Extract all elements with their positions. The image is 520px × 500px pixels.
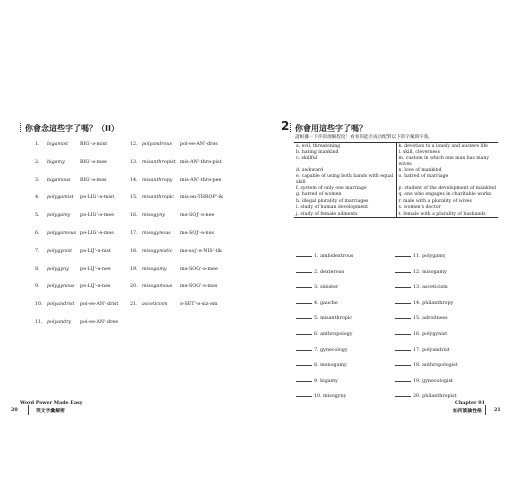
answer-blank[interactable] (296, 256, 312, 257)
right-section-marker (290, 123, 293, 132)
definition-left: a. evil, threatening (294, 143, 396, 150)
right-footer-divider (485, 405, 486, 415)
definition-left: e. capable of using both hands with equal skill (294, 174, 396, 186)
table-row (294, 211, 498, 218)
right-section-number: 2 (281, 119, 290, 133)
right-footer-chapter: Chapter 01 (455, 400, 485, 406)
answer-blank[interactable] (296, 287, 312, 288)
left-section-marker (20, 123, 23, 132)
left-section-title: 你會念這些字了嗎？（II） (25, 124, 119, 133)
matching-item (296, 301, 338, 306)
answer-blank[interactable] (395, 287, 411, 288)
right-footer-cn: 如何談論性格 (453, 408, 482, 414)
matching-term: 20. philanthropist (413, 394, 457, 400)
matching-item (296, 379, 338, 384)
vocab-word: polygamous (47, 231, 77, 236)
definition-left: d. awkward (294, 167, 396, 173)
pronunciation: BIG'-ə-məs (80, 177, 107, 183)
matching-term: 12. misogamy (413, 269, 447, 275)
matching-term: 11. polygamy (413, 254, 446, 259)
matching-term: 5. misanthropic (314, 316, 353, 322)
word-number: 17. (130, 231, 138, 236)
matching-term: 15. adroitness (413, 316, 448, 322)
word-number: 10. (35, 302, 43, 308)
answer-blank[interactable] (395, 350, 411, 351)
pronunciation: mə-SOJ'-ə-nəs (180, 231, 214, 236)
pronunciation: mə-soj'-ə-NIS'-tik (180, 248, 222, 254)
vocab-word: misanthropist (142, 159, 176, 165)
vocab-word: misogynous (142, 231, 171, 236)
answer-blank[interactable] (395, 334, 411, 335)
vocab-word: bigamy (47, 159, 65, 165)
pronunciation: pə-LIJ'-ə-nist (80, 248, 111, 254)
word-number: 3. (35, 177, 40, 183)
answer-blank[interactable] (296, 272, 312, 273)
right-section-title: 你會用這些字了嗎？ (295, 124, 367, 133)
matching-item (395, 285, 448, 290)
answer-blank[interactable] (395, 303, 411, 304)
matching-term: 19. gynecologist (413, 378, 453, 384)
pronunciation: BIG'-ə-mist (80, 142, 108, 147)
definition-right: k. devotion to a lonely and austere life (398, 143, 488, 149)
matching-item (395, 348, 450, 353)
vocab-word: misogamous (142, 284, 173, 290)
vocab-word: asceticism (142, 302, 168, 308)
pronunciation: mis-AN'-thrə-pee (180, 177, 222, 183)
word-number: 5. (35, 213, 40, 219)
definition-left: f. system of only one marriage (294, 185, 396, 191)
pronunciation: mə-SOG'-ə-məs (180, 284, 218, 290)
matching-term: 6. anthropology (314, 332, 353, 337)
word-number: 6. (35, 231, 40, 236)
pronunciation: mis-AN'-thrə-pist (180, 159, 222, 165)
vocab-word: misogamy (142, 266, 167, 272)
pronunciation: pə-LIJ'-ə-nee (80, 266, 111, 272)
word-number: 11. (35, 320, 43, 325)
answer-blank[interactable] (296, 381, 312, 382)
vocab-word: misanthropy (142, 177, 173, 183)
word-number: 2. (35, 159, 40, 165)
definition-right: s. women's doctor (398, 205, 441, 211)
matching-term: 18. anthropologist (413, 363, 458, 369)
matching-term: 3. sinister (314, 285, 339, 291)
matching-term: 13. asceticism (413, 285, 448, 291)
matching-item (395, 394, 457, 399)
definition-right: p. student of the development of mankind (398, 185, 496, 191)
matching-term: 7. gynecology (314, 347, 348, 353)
matching-item (296, 254, 353, 259)
answer-blank[interactable] (395, 272, 411, 273)
matching-item (296, 285, 338, 290)
vocab-word: misanthropic (142, 195, 174, 201)
word-number: 16. (130, 213, 138, 219)
answer-blank[interactable] (296, 318, 312, 319)
definition-left: h. illegal plurality of marriages (294, 198, 396, 204)
word-number: 9. (35, 284, 40, 290)
vocab-word: polygamy (47, 213, 71, 219)
word-number: 20. (130, 284, 138, 290)
matching-item (395, 301, 453, 306)
pronunciation: ə-SET'-ə-siz-əm (180, 302, 218, 308)
left-footer-en: Word Power Made Easy (20, 400, 83, 406)
vocab-word: polyandrist (47, 302, 75, 308)
definition-right: t. female with a plurality of husbands (398, 211, 486, 217)
definition-right: l. skill, cleverness (398, 149, 441, 155)
word-number: 21. (130, 302, 138, 308)
definition-left: b. hating mankind (294, 149, 396, 155)
word-number: 12. (130, 142, 138, 147)
word-number: 19. (130, 266, 138, 272)
vocab-word: misogyny (142, 213, 166, 219)
matching-term: 1. ambidextrous (314, 254, 354, 259)
vocab-word: bigamist (47, 142, 69, 147)
pronunciation: pə-LIG'-ə-mist (80, 195, 115, 201)
pronunciation: pə-LIG'-ə-mee (80, 213, 115, 219)
matching-item (395, 363, 458, 368)
table-row (294, 174, 498, 186)
answer-blank[interactable] (296, 303, 312, 304)
vocab-word: bigamous (47, 177, 71, 183)
answer-blank[interactable] (296, 334, 312, 335)
definition-right: r. male with a plurality of wives (398, 198, 472, 204)
pronunciation: BIG'-ə-mee (80, 159, 107, 165)
word-number: 15. (130, 195, 138, 201)
matching-term: 10. misogyny (314, 394, 347, 400)
answer-blank[interactable] (395, 318, 411, 319)
answer-blank[interactable] (395, 396, 411, 397)
pronunciation: mə-SOG'-ə-mee (180, 266, 218, 272)
word-number: 8. (35, 266, 40, 272)
word-number: 1. (35, 142, 40, 147)
pronunciation: pə-LIG'-ə-məs (80, 231, 114, 236)
right-instruction: 請根據一下你的理解程度！看看你能否成功配對以下的字彙與字義。 (295, 135, 433, 140)
matching-item (395, 379, 453, 384)
vocab-word: misogynistic (142, 248, 173, 254)
word-number: 7. (35, 248, 40, 254)
answer-blank[interactable] (395, 381, 411, 382)
answer-blank[interactable] (395, 365, 411, 366)
table-row (294, 143, 498, 150)
vocab-word: polygynist (47, 248, 72, 254)
matching-item (296, 270, 344, 275)
definition-right: q. one who engages in charitable works (398, 192, 492, 198)
matching-item (395, 254, 446, 259)
left-page-number: 20 (11, 407, 18, 413)
pronunciation: mis-ən-THROP'-ik (180, 195, 224, 201)
matching-term: 2. dexterous (314, 269, 345, 275)
matching-item (296, 316, 352, 321)
pronunciation: mə-SOJ'-ə-nee (180, 213, 215, 219)
definition-right: m. custom in which one man has many wives (398, 156, 489, 167)
definition-right: o. hatred of marriage (398, 174, 449, 180)
definition-left: i. study of human development (294, 205, 396, 211)
right-page-number: 21 (494, 407, 501, 413)
word-number: 14. (130, 177, 138, 183)
matching-item (395, 332, 447, 337)
word-number: 13. (130, 159, 138, 165)
vocab-word: polygamist (47, 195, 74, 201)
left-footer-cn: 英文字彙解密 (36, 408, 65, 414)
definition-left: c. skillful (294, 156, 396, 168)
left-footer-divider (28, 405, 29, 415)
matching-item (296, 394, 346, 399)
matching-item (296, 363, 347, 368)
right-page (260, 0, 520, 500)
answer-blank[interactable] (296, 396, 312, 397)
matching-item (296, 348, 348, 353)
definition-table (294, 142, 498, 218)
pronunciation: pol-ee-AN'-drəs (180, 142, 218, 147)
matching-term: 14. philanthropy (413, 300, 454, 306)
pronunciation: pol-ee-AN'-drist (80, 302, 119, 308)
matching-term: 16. polygynist (413, 332, 448, 337)
pronunciation: pol-ee-AN'-dree (80, 320, 119, 325)
word-number: 18. (130, 248, 138, 254)
matching-term: 9. bigamy (314, 378, 338, 384)
matching-item (395, 270, 447, 275)
vocab-word: polyandry (47, 320, 72, 325)
answer-blank[interactable] (296, 365, 312, 366)
table-row (294, 156, 498, 168)
matching-item (296, 332, 352, 337)
definition-left: g. hatred of women (294, 192, 396, 198)
definition-left: j. study of female ailments (294, 211, 396, 218)
vocab-word: polygynous (47, 284, 75, 290)
matching-item (395, 316, 448, 321)
vocab-word: polyandrous (142, 142, 172, 147)
vocab-word: polygyny (47, 266, 69, 272)
pronunciation: pə-LIJ'-ə-nəs (80, 284, 111, 290)
word-number: 4. (35, 195, 40, 201)
matching-term: 17. polyandrist (413, 347, 450, 353)
definition-right: n. love of mankind (398, 167, 442, 173)
matching-term: 8. monogamy (314, 363, 347, 369)
answer-blank[interactable] (296, 350, 312, 351)
answer-blank[interactable] (395, 256, 411, 257)
matching-term: 4. gauche (314, 300, 338, 306)
